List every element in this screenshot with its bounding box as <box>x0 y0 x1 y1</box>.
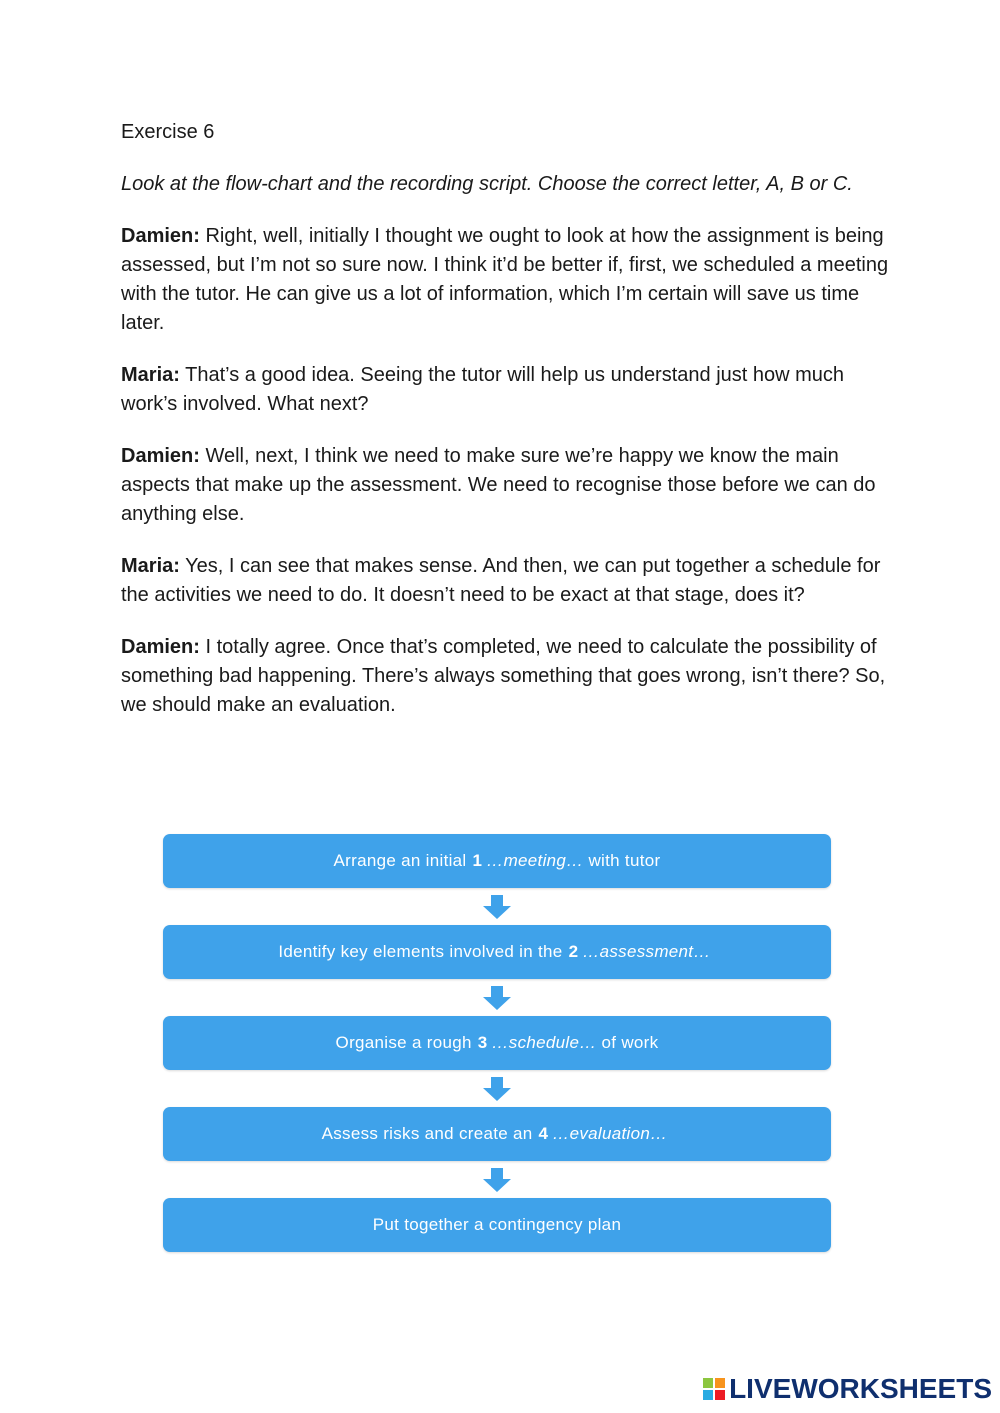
step-text: Arrange an initial <box>333 851 467 870</box>
flow-step-3 <box>163 1016 831 1070</box>
brand-watermark <box>703 1373 992 1405</box>
speaker-name: Damien: <box>121 445 200 467</box>
step-text: Organise a rough <box>335 1033 472 1052</box>
step-answer: …assessment… <box>582 942 711 961</box>
brand-name: LIVEWORKSHEETS <box>729 1373 992 1404</box>
arrow-down-icon <box>482 895 512 919</box>
step-answer: …meeting… <box>486 851 584 870</box>
dialogue-text: Well, next, I think we need to make sure we’re happy we know the main aspects that make up the assessment. We need to recognise those before we can do anything else. <box>121 445 876 525</box>
step-text: Put together a contingency plan <box>372 1215 622 1234</box>
step-number: 1 <box>472 851 483 870</box>
dialogue-text: That’s a good idea. Seeing the tutor will help us understand just how much work’s involved. What next? <box>121 364 845 415</box>
dialogue-line <box>121 361 891 419</box>
worksheet-text <box>121 118 891 743</box>
flow-arrow <box>163 979 831 1016</box>
speaker-name: Maria: <box>121 364 180 386</box>
step-text-after: of work <box>601 1033 659 1052</box>
step-text: Identify key elements involved in the <box>278 942 563 961</box>
flow-arrow <box>163 888 831 925</box>
step-answer: …schedule… <box>491 1033 597 1052</box>
step-answer: …evaluation… <box>552 1124 668 1143</box>
instructions: Look at the flow-chart and the recording script. Choose the correct letter, A, B or C. <box>121 173 853 195</box>
dialogue-line <box>121 442 891 529</box>
flowchart <box>163 834 831 1252</box>
arrow-down-icon <box>482 1168 512 1192</box>
flow-step-4 <box>163 1107 831 1161</box>
step-number: 3 <box>477 1033 488 1052</box>
exercise-title: Exercise 6 <box>121 121 215 143</box>
flow-step-2 <box>163 925 831 979</box>
flow-arrow <box>163 1070 831 1107</box>
arrow-down-icon <box>482 1077 512 1101</box>
dialogue-line <box>121 222 891 338</box>
flow-arrow <box>163 1161 831 1198</box>
step-number: 4 <box>538 1124 549 1143</box>
step-number: 2 <box>568 942 579 961</box>
speaker-name: Damien: <box>121 225 200 247</box>
arrow-down-icon <box>482 986 512 1010</box>
dialogue-line <box>121 552 891 610</box>
flow-step-1 <box>163 834 831 888</box>
dialogue-text: I totally agree. Once that’s completed, we need to calculate the possibility of something bad happening. There’s always something that goes wrong, isn’t there? So, we should make an evaluation. <box>121 636 886 716</box>
speaker-name: Damien: <box>121 636 200 658</box>
flow-step-5 <box>163 1198 831 1252</box>
dialogue-text: Yes, I can see that makes sense. And then, we can put together a schedule for the activities we need to do. It doesn’t need to be exact at that stage, does it? <box>121 555 881 606</box>
step-text: Assess risks and create an <box>321 1124 533 1143</box>
step-text-after: with tutor <box>588 851 661 870</box>
liveworksheets-logo-icon <box>703 1378 725 1400</box>
dialogue-text: Right, well, initially I thought we ought to look at how the assignment is being assessed, but I’m not so sure now. I think it’d be better if, first, we scheduled a meeting with the tutor. He can give us a lot of information, which I’m certain will save us time later. <box>121 225 889 334</box>
speaker-name: Maria: <box>121 555 180 577</box>
dialogue-line <box>121 633 891 720</box>
